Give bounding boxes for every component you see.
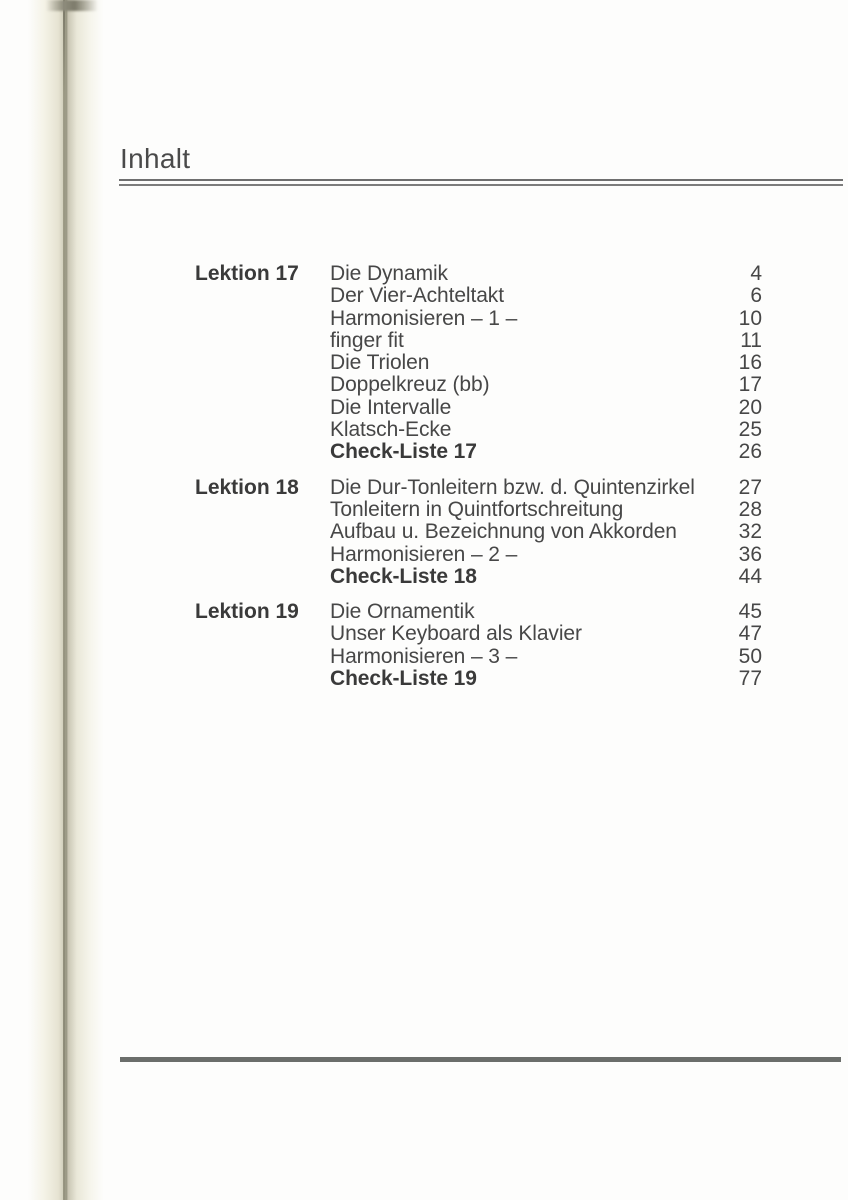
toc-entry-row [330,263,762,285]
toc-entry-page-number: 4 [750,262,762,285]
toc-entry-title: Der Vier-Achteltakt [330,284,504,308]
toc-entry-row [330,285,762,307]
toc-entry-page-number: 44 [738,564,762,588]
toc-entry-page-number: 10 [738,306,762,330]
toc-entry-title: Klatsch-Ecke [330,418,452,442]
toc-section-entries [330,477,762,588]
toc-entry-page-number: 16 [738,351,762,375]
toc-entry-row [330,566,762,588]
toc-entry-title: Die Dur-Tonleitern bzw. d. Quintenzirkel [330,475,695,499]
toc-entry-row [330,544,762,566]
toc-entry-row [330,668,762,690]
toc-entry-title: Check-Liste 18 [330,564,477,588]
toc-entry-row [330,352,762,374]
toc-entry-title: Die Triolen [330,351,430,375]
toc-entry-page-number: 28 [738,497,762,521]
toc-entry-row [330,646,762,668]
toc-entry-page-number: 27 [738,475,762,499]
toc-entry-title: Unser Keyboard als Klavier [330,622,582,646]
toc-entry-page-number: 32 [738,520,762,544]
toc-entry-row [330,441,762,463]
toc-entry-page-number: 77 [738,667,762,691]
toc-entry-row [330,521,762,543]
toc-entry-title: Tonleitern in Quintfortschreitung [330,497,624,521]
toc-entry-row [330,374,762,396]
toc-section-entries [330,263,762,464]
footer-rule [120,1057,841,1062]
toc-section [195,477,762,588]
toc-entry-row [330,330,762,352]
toc-section-label: Lektion 18 [195,475,299,499]
toc-entry-row [330,477,762,499]
toc-entry-title: Check-Liste 19 [330,667,477,691]
toc-entry-page-number: 47 [738,622,762,646]
toc-entry-page-number: 25 [738,418,762,442]
toc-entry-row [330,308,762,330]
toc-entry-title: Harmonisieren – 2 – [330,542,518,566]
heading-double-rule [119,179,843,186]
toc-entry-page-number: 20 [738,395,762,419]
toc-entry-title: Die Ornamentik [330,600,475,624]
toc-entry-title: Doppelkreuz (bb) [330,373,490,397]
toc-entry-page-number: 36 [738,542,762,566]
toc-section [195,601,762,690]
toc-section-label: Lektion 17 [195,262,299,285]
toc-entry-page-number: 6 [750,284,762,308]
toc-entry-title: Aufbau u. Bezeichnung von Akkorden [330,520,677,544]
toc-section-entries [330,601,762,690]
toc-entry-page-number: 26 [738,440,762,464]
toc-entry-title: Die Intervalle [330,395,452,419]
book-binding-top-shadow [46,0,98,11]
page-title: Inhalt [120,143,191,174]
toc-section [195,263,762,464]
toc-entry-row [330,601,762,623]
toc-entry-page-number: 17 [738,373,762,397]
toc-section-label: Lektion 19 [195,600,299,624]
toc-entry-row [330,499,762,521]
toc-entry-title: finger fit [330,328,404,352]
toc-entry-page-number: 11 [740,328,762,352]
toc-entry-page-number: 50 [738,644,762,668]
toc-entry-title: Die Dynamik [330,262,448,285]
book-binding [28,0,104,1200]
toc-entry-title: Check-Liste 17 [330,440,477,464]
toc-entry-row [330,397,762,419]
toc-entry-title: Harmonisieren – 1 – [330,306,518,330]
toc-entry-page-number: 45 [738,600,762,624]
book-binding-seam [63,0,65,1200]
toc-entry-row [330,419,762,441]
table-of-contents [195,263,762,703]
toc-entry-title: Harmonisieren – 3 – [330,644,518,668]
toc-entry-row [330,623,762,645]
